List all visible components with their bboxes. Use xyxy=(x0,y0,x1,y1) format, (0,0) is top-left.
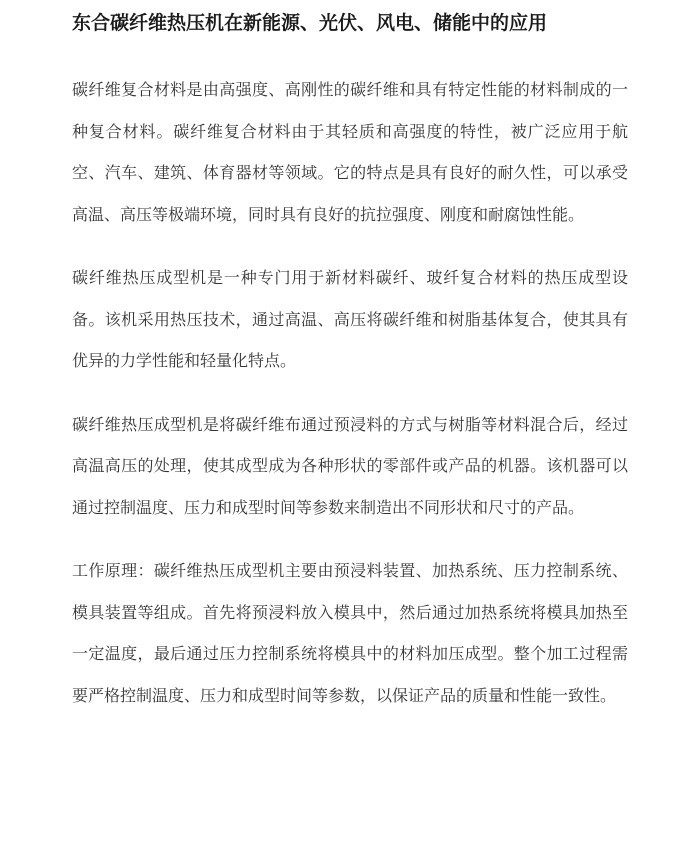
paragraph-machine-definition: 碳纤维热压成型机是一种专门用于新材料碳纤、玻纤复合材料的热压成型设备。该机采用热压技术，通过高温、高压将碳纤维和树脂基体复合，使其具有优异的力学性能和轻量化特点。 xyxy=(72,268,628,370)
paragraph-intro: 碳纤维复合材料是由高强度、高刚性的碳纤维和具有特定性能的材料制成的一种复合材料。碳纤维复合材料由于其轻质和高强度的特性，被广泛应用于航空、汽车、建筑、体育器材等领域。它的特点是具有良好的耐久性，可以承受高温、高压等极端环境，同时具有良好的抗拉强度、刚度和耐腐蚀性能。 xyxy=(72,80,628,224)
article xyxy=(72,0,628,716)
article-title: 东合碳纤维热压机在新能源、光伏、风电、储能中的应用 xyxy=(72,12,548,34)
paragraph-process-description: 碳纤维热压成型机是将碳纤维布通过预浸料的方式与树脂等材料混合后，经过高温高压的处理，使其成型成为各种形状的零部件或产品的机器。该机器可以通过控制温度、压力和成型时间等参数来制造出不同形状和尺寸的产品。 xyxy=(72,414,628,517)
paragraph-working-principle: 工作原理：碳纤维热压成型机主要由预浸料装置、加热系统、压力控制系统、模具装置等组成。首先将预浸料放入模具中，然后通过加热系统将模具加热至一定温度，最后通过压力控制系统将模具中的材料加压成型。整个加工过程需要严格控制温度、压力和成型时间等参数，以保证产品的质量和性能一致性。 xyxy=(72,561,628,705)
